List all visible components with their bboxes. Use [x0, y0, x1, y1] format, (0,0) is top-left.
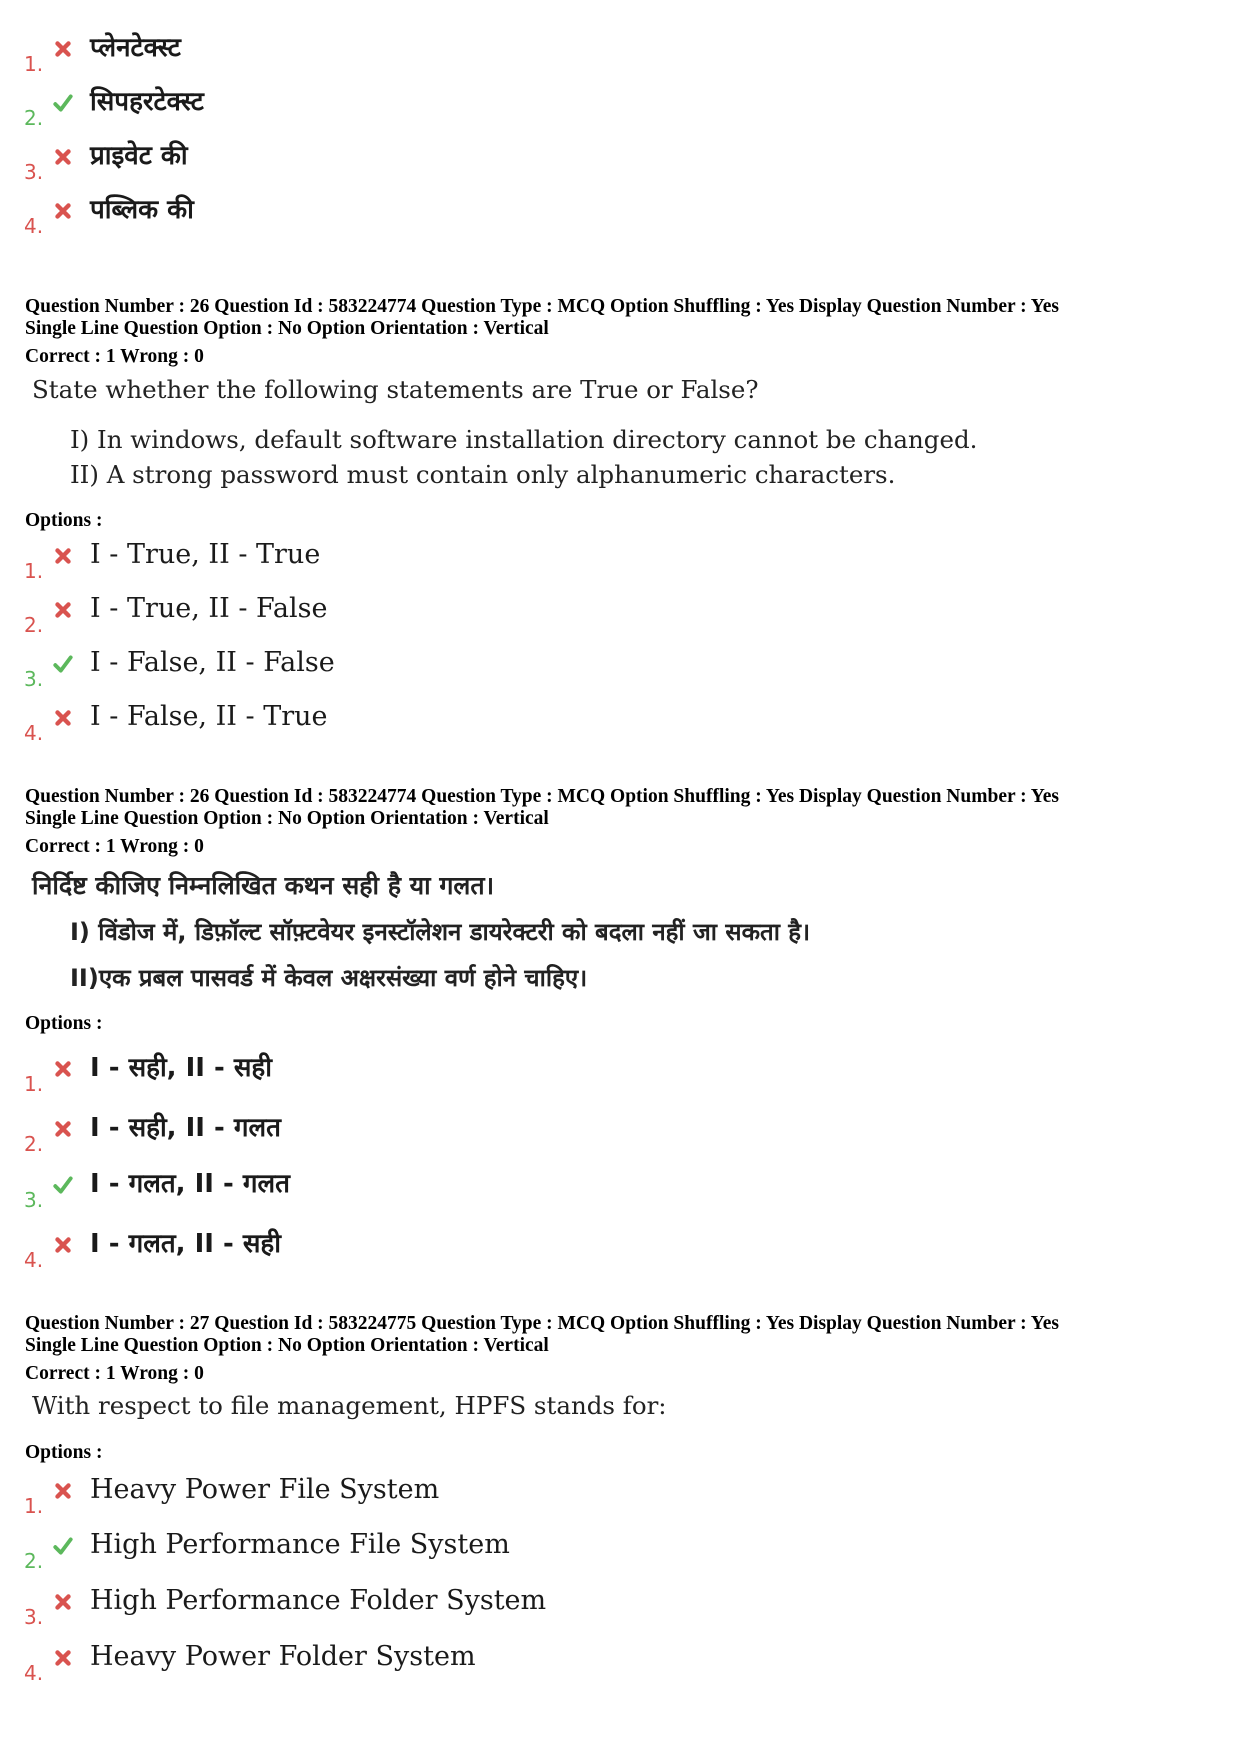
option-number: 1.	[24, 1072, 44, 1096]
question-meta: Single Line Question Option : No Option Orientation : Vertical	[25, 1335, 549, 1356]
option-text: I - True, II - False	[90, 593, 328, 624]
check-icon	[52, 1174, 74, 1196]
option-text: प्राइवेट की	[90, 141, 188, 171]
options-label: Options :	[25, 510, 103, 531]
option-text: सिपहरटेक्स्ट	[90, 87, 204, 117]
marks-line: Correct : 1 Wrong : 0	[25, 836, 204, 857]
option-text: I - True, II - True	[90, 539, 321, 570]
options-label: Options :	[25, 1013, 103, 1034]
cross-icon	[52, 1118, 74, 1140]
cross-icon	[52, 1480, 74, 1502]
cross-icon	[52, 707, 74, 729]
cross-icon	[52, 545, 74, 567]
option-text: Heavy Power Folder System	[90, 1641, 476, 1672]
cross-icon	[52, 1591, 74, 1613]
options-label: Options :	[25, 1442, 103, 1463]
option-text: I - सही, II - गलत	[90, 1113, 281, 1143]
check-icon	[52, 92, 74, 114]
cross-icon	[52, 599, 74, 621]
option-text: I - False, II - True	[90, 701, 328, 732]
cross-icon	[52, 1058, 74, 1080]
option-number: 1.	[24, 52, 44, 76]
statement: II) A strong password must contain only alphanumeric characters.	[70, 460, 896, 489]
question-text: निर्दिष्ट कीजिए निम्नलिखित कथन सही है या गलत।	[32, 871, 495, 900]
option-text: High Performance Folder System	[90, 1585, 547, 1616]
option-number: 3.	[24, 667, 44, 691]
option-number: 4.	[24, 1661, 44, 1685]
question-meta: Question Number : 27 Question Id : 583224775 Question Type : MCQ Option Shuffling : Yes Display Question Number : Yes	[25, 1313, 1059, 1334]
option-text: I - गलत, II - सही	[90, 1229, 281, 1259]
option-number: 4.	[24, 214, 44, 238]
statement: I) In windows, default software installation directory cannot be changed.	[70, 425, 978, 454]
question-text: State whether the following statements are True or False?	[32, 375, 759, 404]
statement: II)एक प्रबल पासवर्ड में केवल अक्षरसंख्या वर्ण होने चाहिए।	[70, 964, 588, 992]
option-text: Heavy Power File System	[90, 1474, 440, 1505]
option-number: 4.	[24, 1248, 44, 1272]
option-number: 2.	[24, 613, 44, 637]
statement: I) विंडोज में, डिफ़ॉल्ट सॉफ़्टवेयर इनस्टॉलेशन डायरेक्टरी को बदला नहीं जा सकता है।	[70, 918, 811, 946]
option-text: I - गलत, II - गलत	[90, 1169, 290, 1199]
cross-icon	[52, 1234, 74, 1256]
option-number: 3.	[24, 160, 44, 184]
question-meta: Question Number : 26 Question Id : 583224774 Question Type : MCQ Option Shuffling : Yes Display Question Number : Yes	[25, 296, 1059, 317]
option-number: 4.	[24, 721, 44, 745]
option-text: High Performance File System	[90, 1529, 510, 1560]
option-number: 3.	[24, 1605, 44, 1629]
check-icon	[52, 1535, 74, 1557]
option-text: पब्लिक की	[90, 195, 194, 225]
option-number: 2.	[24, 1549, 44, 1573]
option-number: 2.	[24, 106, 44, 130]
option-text: प्लेनटेक्स्ट	[90, 33, 181, 63]
question-meta: Single Line Question Option : No Option Orientation : Vertical	[25, 808, 549, 829]
question-meta: Single Line Question Option : No Option Orientation : Vertical	[25, 318, 549, 339]
option-number: 1.	[24, 559, 44, 583]
option-number: 3.	[24, 1188, 44, 1212]
option-text: I - False, II - False	[90, 647, 335, 678]
option-text: I - सही, II - सही	[90, 1053, 272, 1083]
cross-icon	[52, 146, 74, 168]
cross-icon	[52, 200, 74, 222]
cross-icon	[52, 38, 74, 60]
check-icon	[52, 653, 74, 675]
option-number: 1.	[24, 1494, 44, 1518]
option-number: 2.	[24, 1132, 44, 1156]
marks-line: Correct : 1 Wrong : 0	[25, 1363, 204, 1384]
marks-line: Correct : 1 Wrong : 0	[25, 346, 204, 367]
cross-icon	[52, 1647, 74, 1669]
question-text: With respect to file management, HPFS stands for:	[32, 1391, 667, 1420]
question-meta: Question Number : 26 Question Id : 583224774 Question Type : MCQ Option Shuffling : Yes Display Question Number : Yes	[25, 786, 1059, 807]
